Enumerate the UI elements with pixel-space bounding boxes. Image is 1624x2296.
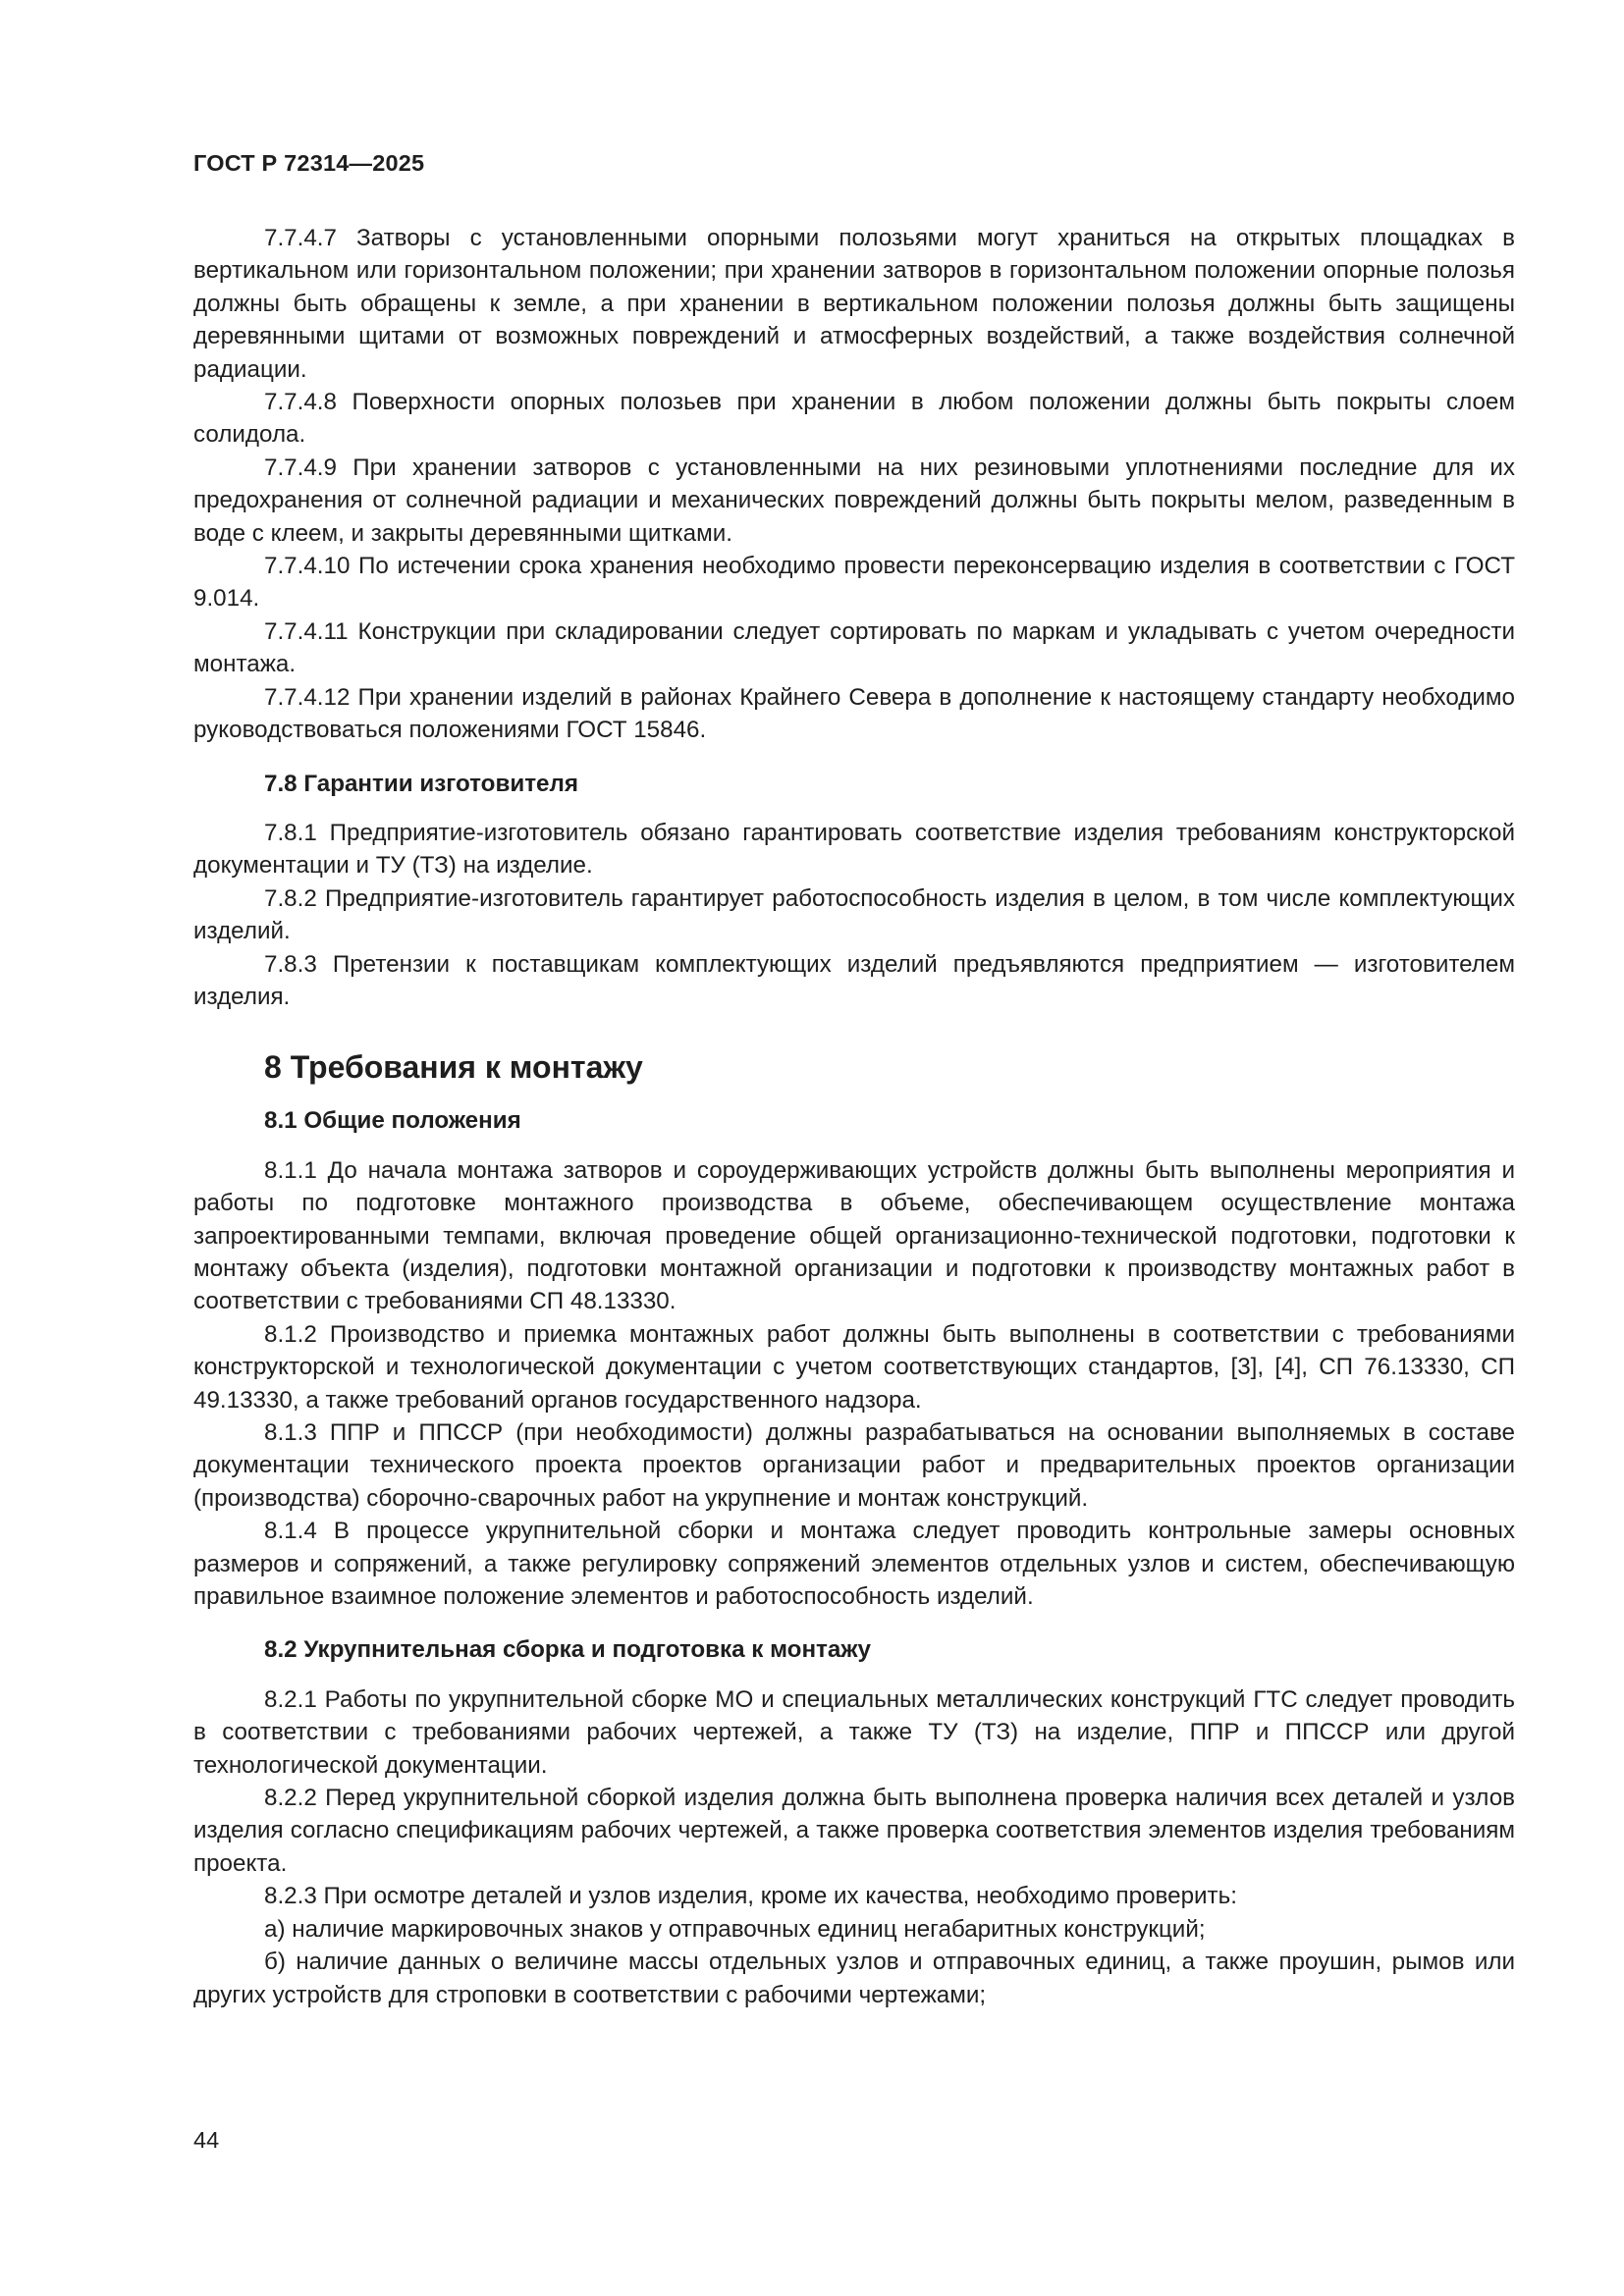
clause-8-1-3: 8.1.3 ППР и ППССР (при необходимости) должны разрабатываться на основании выполняемых в составе документации технического проекта проектов организации работ и предварительных проектов организации (производства) сборочно-сварочных работ на укрупнение и монтаж конструкций. bbox=[193, 1419, 1515, 1512]
clause-8-1-4: 8.1.4 В процессе укрупнительной сборки и монтажа следует проводить контрольные замеры основных размеров и сопряжений, а также регулировку сопряжений элементов отдельных узлов и систем, обеспечивающую правильное взаимное положение элементов и работоспособность изделий. bbox=[193, 1518, 1515, 1611]
section-heading-7-8: 7.8 Гарантии изготовителя bbox=[264, 770, 578, 797]
chapter-heading-8: 8 Требования к монтажу bbox=[264, 1049, 643, 1086]
clause-8-2-2: 8.2.2 Перед укрупнительной сборкой изделия должна быть выполнена проверка наличия всех деталей и узлов изделия согласно спецификациям рабочих чертежей, а также проверка соответствия элементов изделия требованиям проекта. bbox=[193, 1785, 1515, 1877]
clause-8-2-3: 8.2.3 При осмотре деталей и узлов изделия, кроме их качества, необходимо проверить: bbox=[264, 1883, 1237, 1910]
clause-7-7-4-9: 7.7.4.9 При хранении затворов с установленными на них резиновыми уплотнениями последние для их предохранения от солнечной радиации и механических повреждений должны быть покрыты мелом, разведенным в воде с клеем, и закрыты деревянными щитками. bbox=[193, 454, 1515, 547]
page-number: 44 bbox=[193, 2127, 220, 2153]
section-heading-8-2: 8.2 Укрупнительная сборка и подготовка к монтажу bbox=[264, 1636, 871, 1664]
clause-7-8-2: 7.8.2 Предприятие-изготовитель гарантирует работоспособность изделия в целом, в том числе комплектующих изделий. bbox=[193, 884, 1515, 945]
list-item-8-2-3-a: а) наличие маркировочных знаков у отправочных единиц негабаритных конструкций; bbox=[264, 1915, 1206, 1943]
list-item-8-2-3-b: б) наличие данных о величине массы отдельных узлов и отправочных единиц, а также проушин, рымов или других устройств для строповки в соответствии с рабочими чертежами; bbox=[193, 1949, 1515, 2008]
clause-7-7-4-7: 7.7.4.7 Затворы с установленными опорными полозьями могут храниться на открытых площадках в вертикальном или горизонтальном положении; при хранении затворов в горизонтальном положении опорные полозья должны быть обращены к земле, а при хранении в вертикальном положении полозья должны быть защищены деревянными щитами от возможных повреждений и атмосферных воздействий, а также воздействия солнечной радиации. bbox=[193, 225, 1515, 383]
clause-7-8-1: 7.8.1 Предприятие-изготовитель обязано гарантировать соответствие изделия требованиям конструкторской документации и ТУ (ТЗ) на изделие. bbox=[193, 819, 1515, 880]
section-heading-8-1: 8.1 Общие положения bbox=[264, 1107, 521, 1135]
clause-8-1-1: 8.1.1 До начала монтажа затворов и сороудерживающих устройств должны быть выполнены мероприятия и работы по подготовке монтажного производства в объеме, обеспечивающем осуществление монтажа запроектированными темпами, включая проведение общей организационно-технической подготовки, подготовки к монтажу объекта (изделия), подготовки монтажной организации и подготовки к производству монтажных работ в соответствии с требованиями СП 48.13330. bbox=[193, 1156, 1515, 1315]
document-code-header: ГОСТ Р 72314—2025 bbox=[193, 150, 425, 176]
clause-8-1-2: 8.1.2 Производство и приемка монтажных работ должны быть выполнены в соответствии с требованиями конструкторской и технологической документации с учетом соответствующих стандартов, [3], [4], СП 76.13330, СП 49.13330, а также требований органов государственного надзора. bbox=[193, 1320, 1515, 1414]
clause-7-7-4-12: 7.7.4.12 При хранении изделий в районах Крайнего Севера в дополнение к настоящему стандарту необходимо руководствоваться положениями ГОСТ 15846. bbox=[193, 683, 1515, 744]
document-body bbox=[193, 222, 1515, 2011]
clause-7-7-4-8: 7.7.4.8 Поверхности опорных полозьев при хранении в любом положении должны быть покрыты слоем солидола. bbox=[193, 389, 1515, 449]
clause-8-2-1: 8.2.1 Работы по укрупнительной сборке МО и специальных металлических конструкций ГТС следует проводить в соответствии с требованиями рабочих чертежей, а также ТУ (ТЗ) на изделие, ППР и ППССР или другой технологической документации. bbox=[193, 1685, 1515, 1779]
clause-7-7-4-10: 7.7.4.10 По истечении срока хранения необходимо провести переконсервацию изделия в соответствии с ГОСТ 9.014. bbox=[193, 553, 1515, 613]
clause-7-8-3: 7.8.3 Претензии к поставщикам комплектующих изделий предъявляются предприятием — изготовителем изделия. bbox=[193, 950, 1515, 1010]
clause-7-7-4-11: 7.7.4.11 Конструкции при складировании следует сортировать по маркам и укладывать с учетом очередности монтажа. bbox=[193, 617, 1515, 678]
